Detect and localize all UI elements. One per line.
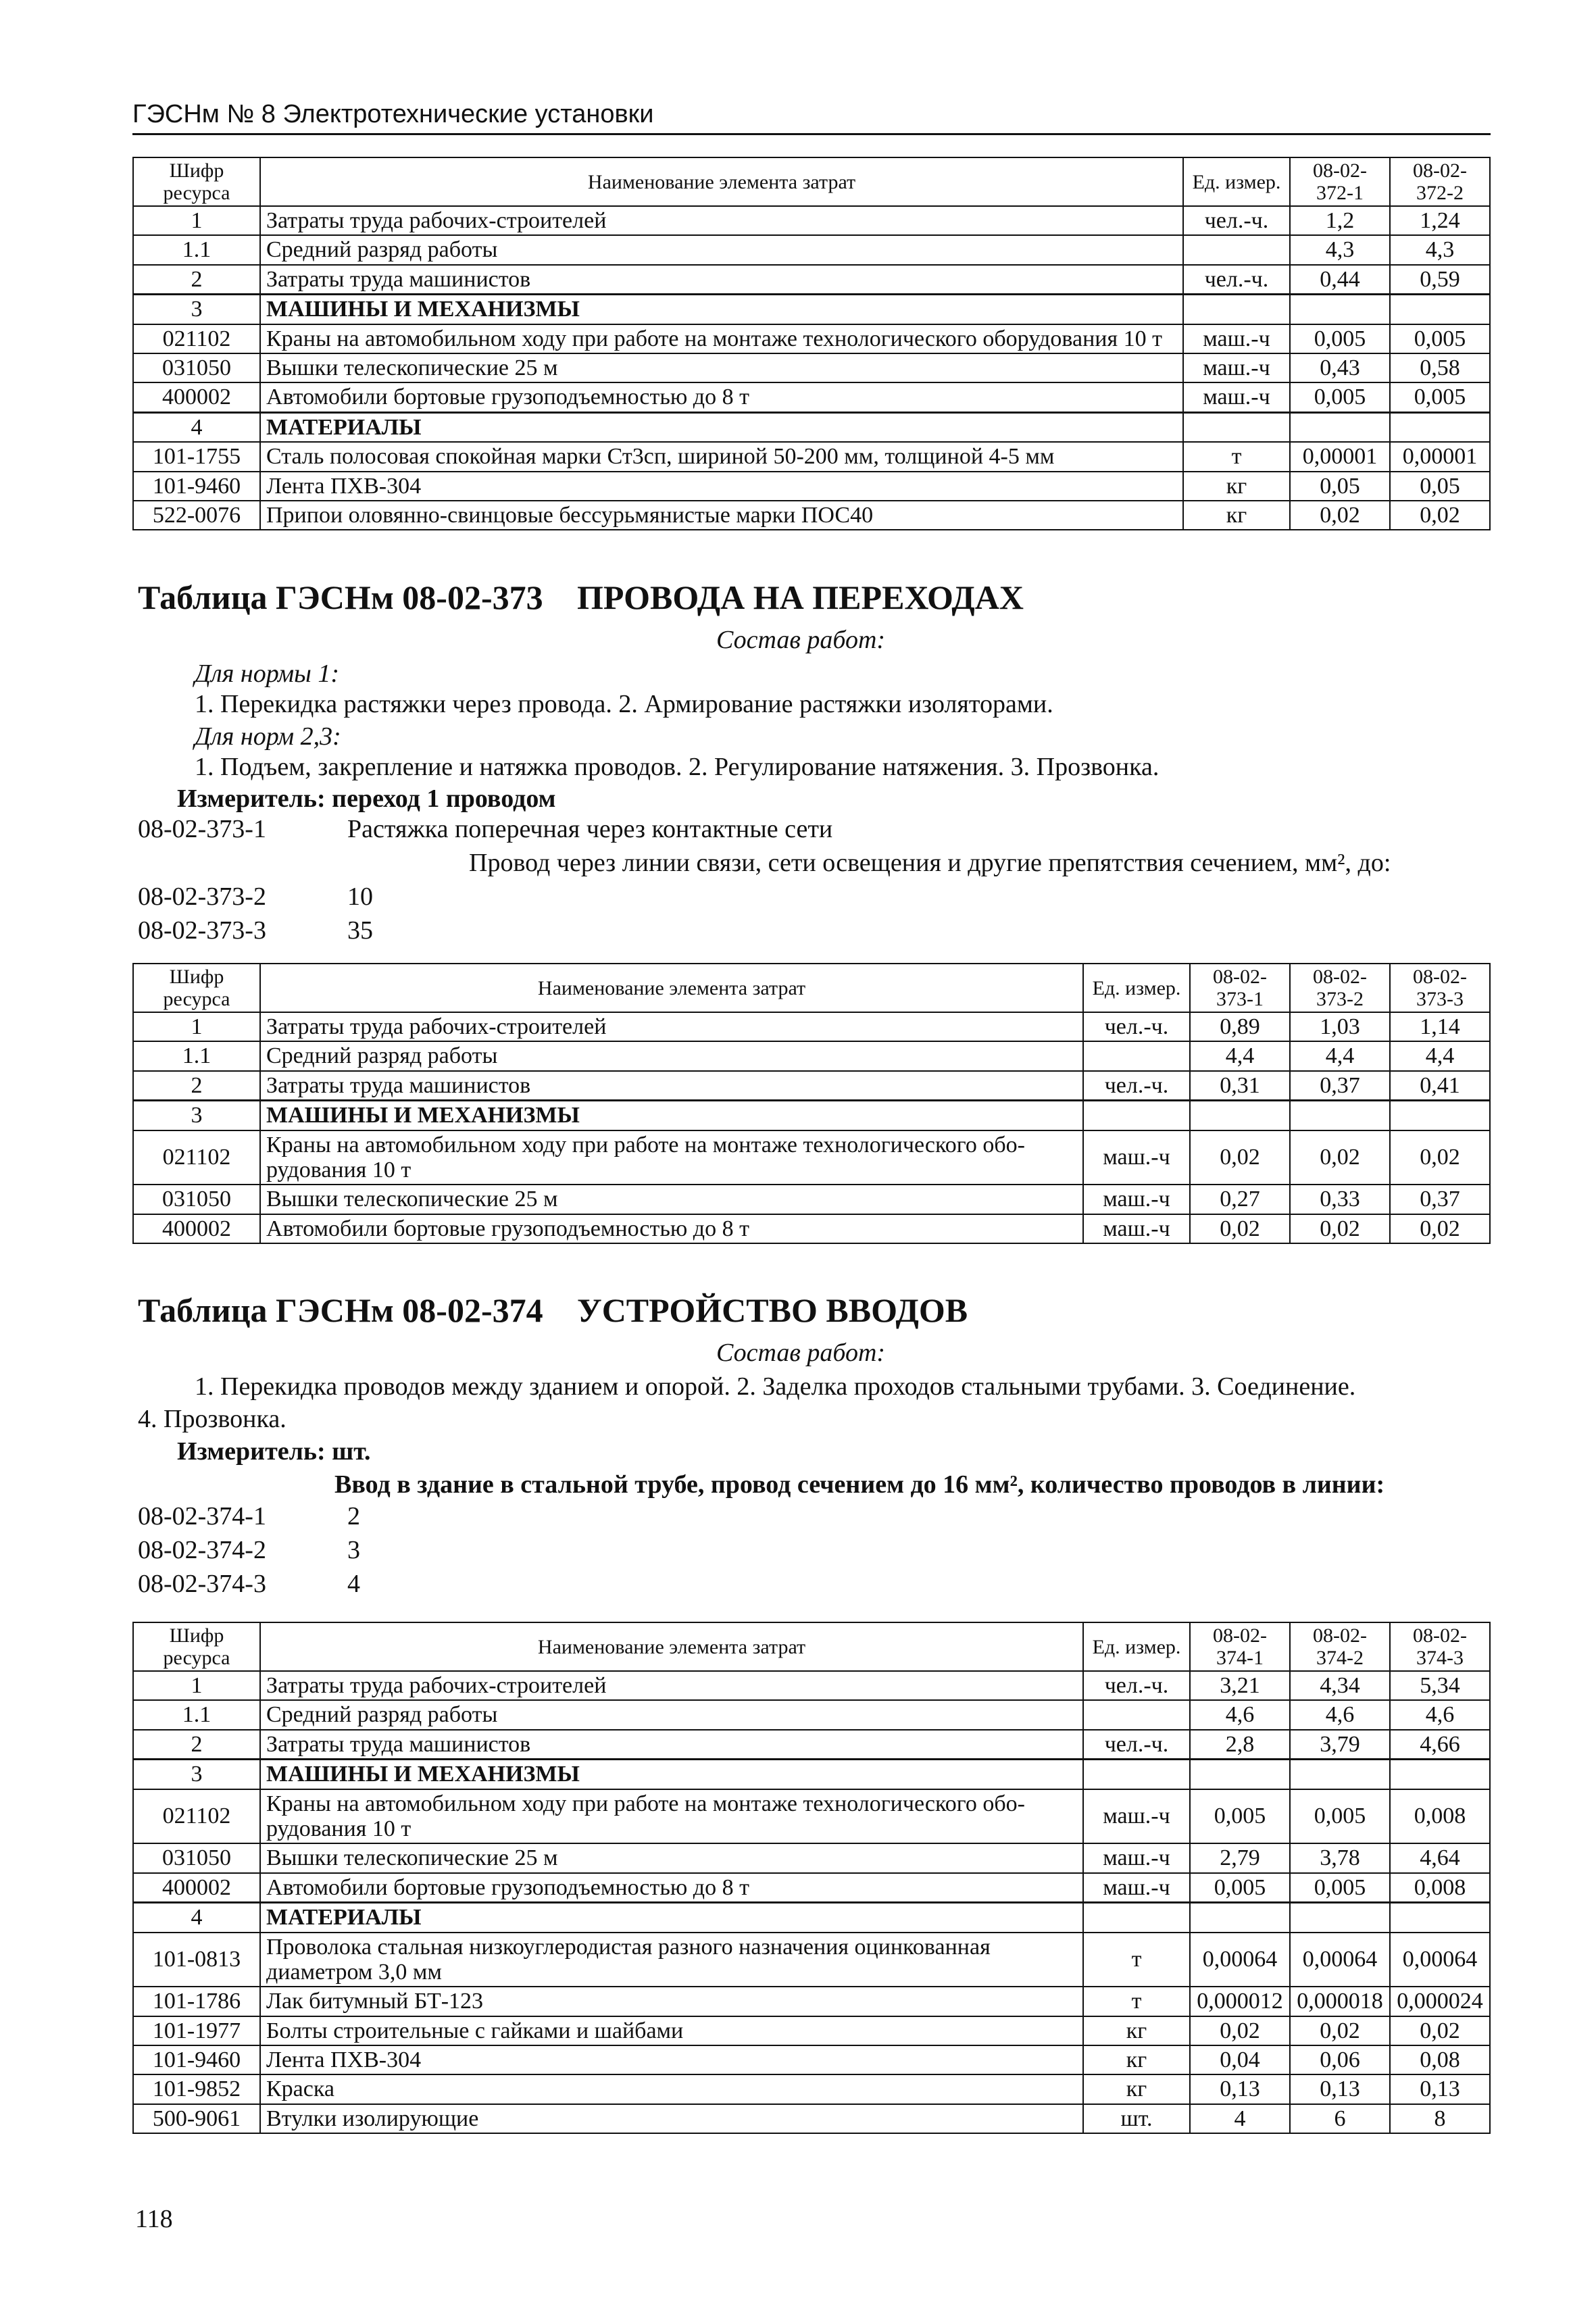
table-row — [133, 1730, 1490, 1760]
cell-value: 0,008 — [1390, 1789, 1490, 1844]
cell-value: 2,8 — [1190, 1730, 1290, 1760]
meter-line: Измеритель: переход 1 проводом — [177, 785, 556, 813]
cell-value: 0,08 — [1390, 2045, 1490, 2074]
cell-value: 0,02 — [1190, 1214, 1290, 1243]
table-row — [133, 382, 1490, 412]
cell-value: 4 — [1190, 2104, 1290, 2133]
cell-unit: т — [1183, 442, 1290, 471]
table-row — [133, 1130, 1490, 1185]
norm-list-374 — [138, 1501, 360, 1603]
cell-unit — [1083, 1903, 1190, 1933]
cell-name: Лента ПХВ-304 — [260, 472, 1183, 501]
table-row — [133, 353, 1490, 382]
cell-value: 0,000018 — [1290, 1987, 1390, 2016]
cell-unit: чел.-ч. — [1183, 206, 1290, 235]
cell-unit — [1083, 1101, 1190, 1130]
cell-unit: маш.-ч — [1183, 382, 1290, 412]
cell-name: Краны на автомобильном ходу при работе на монтаже технологического обо-рудования 10 т — [260, 1789, 1083, 1844]
cell-value: 0,44 — [1290, 265, 1390, 295]
cell-code: 1.1 — [133, 1041, 260, 1070]
table-row — [133, 1700, 1490, 1729]
cell-name: Краны на автомобильном ходу при работе на монтаже технологического обо-рудования 10 т — [260, 1130, 1083, 1185]
cell-name: Затраты труда машинистов — [260, 265, 1183, 295]
cell-value: 0,58 — [1390, 353, 1490, 382]
cell-value: 2,79 — [1190, 1843, 1290, 1872]
cell-name: Вышки телескопические 25 м — [260, 353, 1183, 382]
section-row — [133, 1903, 1490, 1933]
cell-value: 0,02 — [1390, 501, 1490, 530]
cell-code: 3 — [133, 1101, 260, 1130]
cell-name: МАТЕРИАЛЫ — [260, 1903, 1083, 1933]
cell-value: 0,02 — [1290, 501, 1390, 530]
composition-text: 1. Перекидка проводов между зданием и опорой. 2. Заделка проходов стальными трубами. 3. Соединение. — [195, 1372, 1356, 1401]
cell-value: 8 — [1390, 2104, 1490, 2133]
cell-code: 4 — [133, 1903, 260, 1933]
running-header: ГЭСНм № 8 Электротехнические установки — [132, 100, 1491, 135]
cell-value: 0,02 — [1390, 1214, 1490, 1243]
table-row — [133, 324, 1490, 353]
cell-value: 3,78 — [1290, 1843, 1390, 1872]
cell-unit: кг — [1083, 2045, 1190, 2074]
cell-name: МАТЕРИАЛЫ — [260, 412, 1183, 442]
cell-unit: шт. — [1083, 2104, 1190, 2133]
page-number: 118 — [135, 2205, 173, 2233]
section-name: ПРОВОДА НА ПЕРЕХОДАХ — [577, 578, 1024, 616]
cell-value: 5,34 — [1390, 1671, 1490, 1700]
cell-value: 0,00001 — [1390, 442, 1490, 471]
norm23-text: 1. Подъем, закрепление и натяжка проводов. 2. Регулирование натяжения. 3. Прозвонка. — [195, 753, 1159, 781]
section-row — [133, 1760, 1490, 1789]
header-norm-code: 08-02-374-2 — [1290, 1622, 1390, 1671]
composition-text-cont: 4. Прозвонка. — [138, 1405, 286, 1433]
cell-unit: чел.-ч. — [1083, 1071, 1190, 1101]
cell-value: 0,41 — [1390, 1071, 1490, 1101]
cell-value: 0,005 — [1290, 324, 1390, 353]
cell-code: 1 — [133, 1671, 260, 1700]
cell-name: Затраты труда машинистов — [260, 1071, 1083, 1101]
header-unit: Ед. измер. — [1183, 157, 1290, 206]
cell-unit: кг — [1083, 2016, 1190, 2045]
cell-unit — [1083, 1760, 1190, 1789]
cell-value — [1290, 412, 1390, 442]
section-code: Таблица ГЭСНм 08-02-374 — [138, 1291, 543, 1329]
cell-name: Средний разряд работы — [260, 1700, 1083, 1729]
cell-unit: маш.-ч — [1083, 1214, 1190, 1243]
cell-value: 0,06 — [1290, 2045, 1390, 2074]
cell-value: 0,02 — [1190, 1130, 1290, 1185]
header-norm-code: 08-02-373-1 — [1190, 964, 1290, 1012]
cell-value: 4,6 — [1390, 1700, 1490, 1729]
cell-unit: кг — [1183, 501, 1290, 530]
table-row — [133, 2045, 1490, 2074]
resource-table-373 — [132, 963, 1491, 1244]
cell-value: 0,00064 — [1390, 1933, 1490, 1987]
cell-value: 0,005 — [1290, 382, 1390, 412]
cell-value: 1,03 — [1290, 1012, 1390, 1041]
cell-code: 031050 — [133, 1843, 260, 1872]
cell-value: 0,005 — [1190, 1789, 1290, 1844]
cell-value — [1190, 1101, 1290, 1130]
section-name: УСТРОЙСТВО ВВОДОВ — [577, 1291, 968, 1329]
cell-name: Лак битумный БТ-123 — [260, 1987, 1083, 2016]
cell-unit: т — [1083, 1933, 1190, 1987]
meter-line: Измеритель: шт. — [177, 1437, 371, 1466]
cell-value: 4,34 — [1290, 1671, 1390, 1700]
cell-name: Затраты труда машинистов — [260, 1730, 1083, 1760]
norm-item: 08-02-373-1 Растяжка поперечная через контактные сети — [138, 815, 833, 843]
cell-name: Средний разряд работы — [260, 235, 1183, 264]
cell-name: Автомобили бортовые грузоподъемностью до 8 т — [260, 1214, 1083, 1243]
cell-name: МАШИНЫ И МЕХАНИЗМЫ — [260, 295, 1183, 324]
cell-unit: чел.-ч. — [1183, 265, 1290, 295]
cell-value: 3,21 — [1190, 1671, 1290, 1700]
cell-code: 2 — [133, 265, 260, 295]
cell-unit: маш.-ч — [1183, 324, 1290, 353]
cell-unit: маш.-ч — [1083, 1843, 1190, 1872]
cell-value: 0,13 — [1190, 2074, 1290, 2104]
cell-code: 021102 — [133, 324, 260, 353]
table-row — [133, 1041, 1490, 1070]
cell-name: Затраты труда рабочих-строителей — [260, 1012, 1083, 1041]
cell-unit: т — [1083, 1987, 1190, 2016]
cell-value: 0,02 — [1390, 1130, 1490, 1185]
norm1-text: 1. Перекидка растяжки через провода. 2. Армирование растяжки изоляторами. — [195, 690, 1053, 718]
norm-intro: Ввод в здание в стальной трубе, провод сечением до 16 мм², количество проводов в линии: — [334, 1470, 1385, 1499]
cell-unit: маш.-ч — [1083, 1130, 1190, 1185]
cell-code: 101-0813 — [133, 1933, 260, 1987]
norm23-label: Для норм 2,3: — [195, 722, 341, 751]
cell-unit: чел.-ч. — [1083, 1671, 1190, 1700]
cell-name: Средний разряд работы — [260, 1041, 1083, 1070]
cell-code: 101-1977 — [133, 2016, 260, 2045]
cell-code: 400002 — [133, 1214, 260, 1243]
cell-name: Вышки телескопические 25 м — [260, 1185, 1083, 1214]
cell-code: 3 — [133, 1760, 260, 1789]
cell-value: 4,3 — [1290, 235, 1390, 264]
table-row — [133, 442, 1490, 471]
cell-name: Проволока стальная низкоуглеродистая разного назначения оцинкованная диаметром 3,0 мм — [260, 1933, 1083, 1987]
norm-list-373 — [138, 814, 1391, 949]
cell-name: Автомобили бортовые грузоподъемностью до 8 т — [260, 1873, 1083, 1903]
cell-value: 0,02 — [1390, 2016, 1490, 2045]
cell-value: 0,000012 — [1190, 1987, 1290, 2016]
resource-table-372 — [132, 157, 1491, 530]
cell-value: 6 — [1290, 2104, 1390, 2133]
header-norm-code: 08-02-372-1 — [1290, 157, 1390, 206]
cell-value: 1,2 — [1290, 206, 1390, 235]
norm1-label: Для нормы 1: — [195, 659, 340, 688]
header-norm-code: 08-02-373-2 — [1290, 964, 1390, 1012]
cell-value: 4,66 — [1390, 1730, 1490, 1760]
cell-code: 3 — [133, 295, 260, 324]
cell-value: 1,14 — [1390, 1012, 1490, 1041]
cell-unit — [1183, 412, 1290, 442]
cell-unit: чел.-ч. — [1083, 1730, 1190, 1760]
cell-value: 0,27 — [1190, 1185, 1290, 1214]
header-row — [133, 1622, 1490, 1671]
cell-code: 1 — [133, 206, 260, 235]
cell-name: Сталь полосовая спокойная марки Ст3сп, шириной 50-200 мм, толщиной 4-5 мм — [260, 442, 1183, 471]
cell-code: 400002 — [133, 382, 260, 412]
cell-value: 0,05 — [1290, 472, 1390, 501]
cell-unit: кг — [1183, 472, 1290, 501]
cell-value: 4,4 — [1390, 1041, 1490, 1070]
cell-code: 021102 — [133, 1789, 260, 1844]
norm-item: Провод через линии связи, сети освещения и другие препятствия сечением, мм², до: — [469, 849, 1391, 877]
header-norm-code: 08-02-372-2 — [1390, 157, 1490, 206]
section-row — [133, 295, 1490, 324]
cell-name: Болты строительные с гайками и шайбами — [260, 2016, 1083, 2045]
cell-value: 0,005 — [1190, 1873, 1290, 1903]
norm-item: 08-02-374-3 4 — [138, 1570, 360, 1598]
cell-value: 0,59 — [1390, 265, 1490, 295]
cell-value — [1390, 412, 1490, 442]
header-norm-code: 08-02-374-1 — [1190, 1622, 1290, 1671]
section-title-374 — [138, 1291, 968, 1330]
cell-unit: маш.-ч — [1083, 1185, 1190, 1214]
norm-item: 08-02-374-2 3 — [138, 1536, 360, 1564]
cell-name: Автомобили бортовые грузоподъемностью до 8 т — [260, 382, 1183, 412]
cell-value — [1190, 1903, 1290, 1933]
cell-name: Припои оловянно-свинцовые бессурьмянистые марки ПОС40 — [260, 501, 1183, 530]
norm-item: 08-02-373-2 10 — [138, 882, 373, 911]
cell-value: 0,02 — [1190, 2016, 1290, 2045]
header-code: Шифр ресурса — [133, 964, 260, 1012]
cell-name: Втулки изолирующие — [260, 2104, 1083, 2133]
cell-value: 4,3 — [1390, 235, 1490, 264]
table-row — [133, 1843, 1490, 1872]
header-code: Шифр ресурса — [133, 1622, 260, 1671]
cell-value: 0,04 — [1190, 2045, 1290, 2074]
cell-value: 1,24 — [1390, 206, 1490, 235]
cell-value: 0,005 — [1290, 1789, 1390, 1844]
cell-value: 0,02 — [1290, 1130, 1390, 1185]
cell-value: 0,005 — [1390, 382, 1490, 412]
cell-name: Краска — [260, 2074, 1083, 2104]
header-norm-code: 08-02-373-3 — [1390, 964, 1490, 1012]
cell-unit — [1183, 295, 1290, 324]
table-row — [133, 1987, 1490, 2016]
cell-value: 0,43 — [1290, 353, 1390, 382]
header-unit: Ед. измер. — [1083, 964, 1190, 1012]
table-row — [133, 265, 1490, 295]
cell-value: 0,05 — [1390, 472, 1490, 501]
cell-code: 101-9460 — [133, 2045, 260, 2074]
norm-item: 08-02-374-1 2 — [138, 1502, 360, 1530]
resource-table-374 — [132, 1622, 1491, 2134]
table-row — [133, 1012, 1490, 1041]
table-row — [133, 2104, 1490, 2133]
cell-value: 0,13 — [1390, 2074, 1490, 2104]
section-code: Таблица ГЭСНм 08-02-373 — [138, 578, 543, 616]
cell-value: 4,4 — [1290, 1041, 1390, 1070]
cell-name: Затраты труда рабочих-строителей — [260, 1671, 1083, 1700]
composition-label: Состав работ: — [716, 626, 886, 654]
cell-name: МАШИНЫ И МЕХАНИЗМЫ — [260, 1101, 1083, 1130]
cell-value: 0,02 — [1290, 2016, 1390, 2045]
cell-value: 0,008 — [1390, 1873, 1490, 1903]
cell-code: 1 — [133, 1012, 260, 1041]
header-row — [133, 964, 1490, 1012]
cell-name: МАШИНЫ И МЕХАНИЗМЫ — [260, 1760, 1083, 1789]
table-row — [133, 1873, 1490, 1903]
cell-code: 021102 — [133, 1130, 260, 1185]
section-title-373 — [138, 578, 1024, 617]
cell-name: Краны на автомобильном ходу при работе на монтаже технологического оборудования 10 т — [260, 324, 1183, 353]
cell-value — [1290, 1760, 1390, 1789]
table-row — [133, 1933, 1490, 1987]
table-row — [133, 1185, 1490, 1214]
norm-item: 08-02-373-3 35 — [138, 916, 373, 945]
cell-code: 101-9852 — [133, 2074, 260, 2104]
cell-code: 522-0076 — [133, 501, 260, 530]
table-row — [133, 206, 1490, 235]
header-unit: Ед. измер. — [1083, 1622, 1190, 1671]
table-row — [133, 1071, 1490, 1101]
cell-value — [1190, 1760, 1290, 1789]
cell-value: 4,6 — [1190, 1700, 1290, 1729]
cell-value — [1290, 1903, 1390, 1933]
cell-name: Затраты труда рабочих-строителей — [260, 206, 1183, 235]
cell-value: 0,00001 — [1290, 442, 1390, 471]
cell-code: 1.1 — [133, 235, 260, 264]
cell-value — [1390, 295, 1490, 324]
cell-unit: маш.-ч — [1083, 1789, 1190, 1844]
cell-code: 400002 — [133, 1873, 260, 1903]
cell-value — [1390, 1903, 1490, 1933]
cell-value: 0,31 — [1190, 1071, 1290, 1101]
cell-value: 0,00064 — [1190, 1933, 1290, 1987]
table-row — [133, 472, 1490, 501]
cell-unit: маш.-ч — [1083, 1873, 1190, 1903]
cell-value: 0,005 — [1290, 1873, 1390, 1903]
table-row — [133, 2074, 1490, 2104]
cell-code: 2 — [133, 1730, 260, 1760]
table-row — [133, 1214, 1490, 1243]
cell-value: 0,37 — [1290, 1071, 1390, 1101]
cell-code: 031050 — [133, 1185, 260, 1214]
cell-value: 0,37 — [1390, 1185, 1490, 1214]
header-name: Наименование элемента затрат — [260, 1622, 1083, 1671]
cell-value: 4,6 — [1290, 1700, 1390, 1729]
cell-value: 0,000024 — [1390, 1987, 1490, 2016]
cell-code: 1.1 — [133, 1700, 260, 1729]
cell-value — [1290, 295, 1390, 324]
table-row — [133, 235, 1490, 264]
cell-code: 101-1755 — [133, 442, 260, 471]
cell-value: 0,02 — [1290, 1214, 1390, 1243]
cell-code: 031050 — [133, 353, 260, 382]
cell-value — [1290, 1101, 1390, 1130]
cell-unit — [1083, 1700, 1190, 1729]
cell-code: 2 — [133, 1071, 260, 1101]
cell-code: 101-1786 — [133, 1987, 260, 2016]
cell-value — [1390, 1760, 1490, 1789]
cell-unit: кг — [1083, 2074, 1190, 2104]
cell-unit — [1183, 235, 1290, 264]
cell-value: 0,005 — [1390, 324, 1490, 353]
composition-label: Состав работ: — [716, 1339, 886, 1367]
cell-value: 4,4 — [1190, 1041, 1290, 1070]
cell-value: 0,00064 — [1290, 1933, 1390, 1987]
header-norm-code: 08-02-374-3 — [1390, 1622, 1490, 1671]
cell-name: Лента ПХВ-304 — [260, 2045, 1083, 2074]
header-code: Шифр ресурса — [133, 157, 260, 206]
cell-value: 0,89 — [1190, 1012, 1290, 1041]
table-row — [133, 1671, 1490, 1700]
cell-code: 101-9460 — [133, 472, 260, 501]
cell-value: 0,13 — [1290, 2074, 1390, 2104]
table-row — [133, 1789, 1490, 1844]
header-name: Наименование элемента затрат — [260, 964, 1083, 1012]
table-row — [133, 501, 1490, 530]
cell-unit: маш.-ч — [1183, 353, 1290, 382]
cell-value — [1390, 1101, 1490, 1130]
cell-code: 4 — [133, 412, 260, 442]
cell-name: Вышки телескопические 25 м — [260, 1843, 1083, 1872]
cell-value: 0,33 — [1290, 1185, 1390, 1214]
section-row — [133, 1101, 1490, 1130]
cell-code: 500-9061 — [133, 2104, 260, 2133]
header-row — [133, 157, 1490, 206]
cell-value: 3,79 — [1290, 1730, 1390, 1760]
table-row — [133, 2016, 1490, 2045]
cell-value: 4,64 — [1390, 1843, 1490, 1872]
section-row — [133, 412, 1490, 442]
cell-unit — [1083, 1041, 1190, 1070]
cell-unit: чел.-ч. — [1083, 1012, 1190, 1041]
header-name: Наименование элемента затрат — [260, 157, 1183, 206]
